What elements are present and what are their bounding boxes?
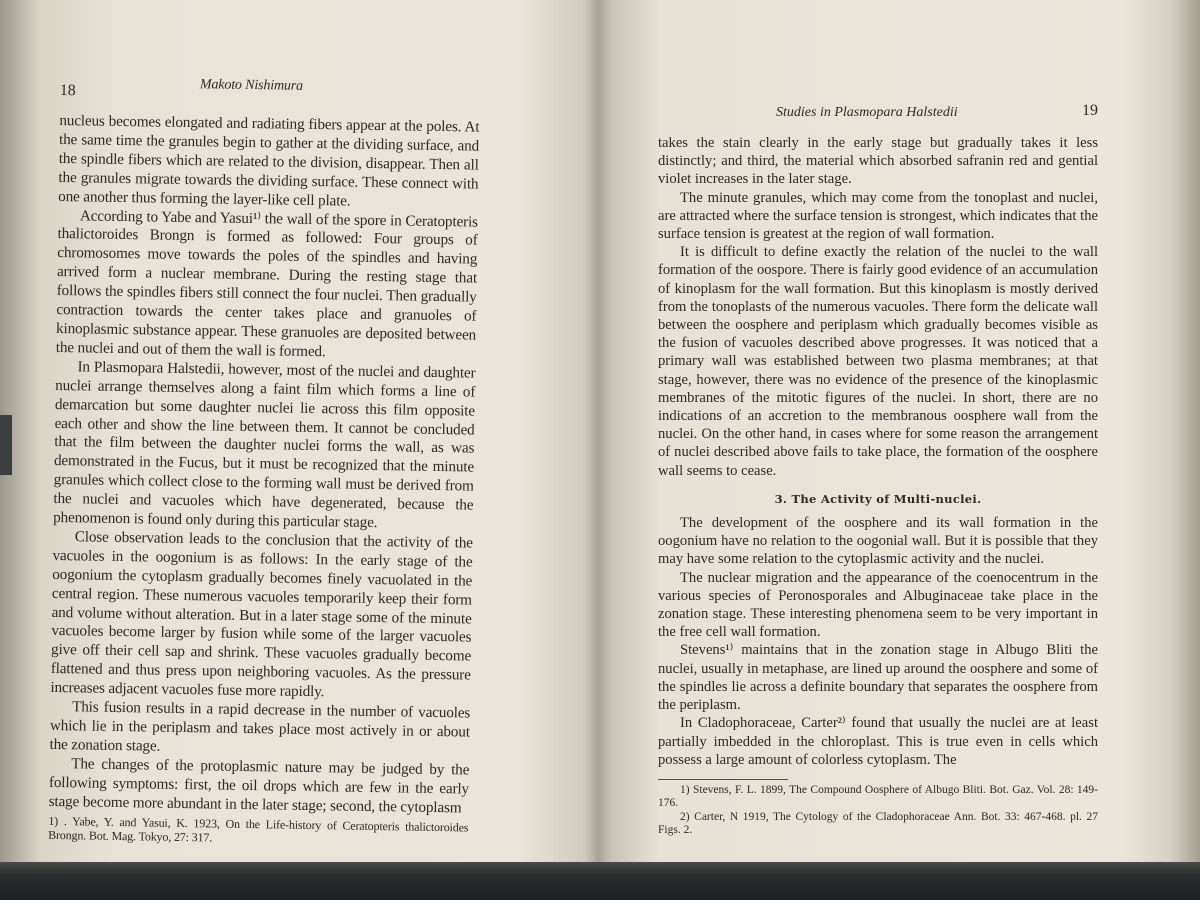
footnote-rule — [658, 779, 788, 780]
right-paragraph: The nuclear migration and the appearance of the coenocentrum in the various species of Peronosporales and Albuginaceae take place in the zonation stage. These interesting phenomena seem to be very important in the free cell wall formation. — [658, 569, 1098, 641]
left-page-number: 18 — [59, 82, 76, 100]
section-heading: 3. The Activity of Multi-nuclei. — [774, 491, 982, 506]
left-running-title: Makoto Nishimura — [199, 77, 304, 94]
right-paragraph: The development of the oosphere and its wall formation in the oogonium have no relation to the oogonial wall. But it is possible that they may have some relation to the cytoplasmic activity and the nuclei. — [658, 515, 1098, 568]
left-paragraph: This fusion results in a rapid decrease in the number of vacuoles which lie in the periplasm and takes place most actively in or about the zonation stage. — [49, 698, 471, 755]
right-footnote: 1) Stevens, F. L. 1899, The Compound Oosphere of Albugo Bliti. Bot. Gaz. Vol. 28: 149-176. — [658, 783, 1098, 810]
left-paragraph: nucleus becomes elongated and radiating fibers appear at the poles. At the same time the granules begin to gather at the dividing surface, and the spindle fibers which are related to the division, disappear. Then all the granules migrate towards the dividing surface. These connect with one another thus forming the layer-like cell plate. — [58, 111, 480, 210]
left-running-head — [59, 77, 480, 113]
left-page — [48, 77, 480, 848]
right-paragraph: It is difficult to define exactly the relation of the nuclei to the wall formation of the oospore. There is fairly good evidence of an accumulation of kinoplasm for the wall formation. But this kinoplasm is mostly derived from the tonoplasts of the numerous vacuoles. There form the delicate wall between the oosphere and periplasm which gradually becomes visible as the fusion of vacuoles described above progresses. It was noticed that a primary wall was established between two plasma membranes; at that stage, however, there was no evidence of the presence of the kinoplasmic membranes of the mitotic figures of the nuclei. In short, there are no indications of an accretion to the membranous oosphere wall from the nuclei. On the other hand, in cases where for some reason the arrangement of nuclei described above fails to take place, the formation of the oosphere wall seems to cease. — [658, 244, 1098, 479]
right-paragraph: The minute granules, which may come from the tonoplast and nuclei, are attracted where the surface tension is strongest, which indicates that the surface tension is greatest at the region of wall formation. — [658, 189, 1098, 243]
right-running-title: Studies in Plasmopara Halstedii — [776, 105, 958, 120]
page-tab-edge — [0, 415, 12, 475]
right-running-head — [658, 104, 1098, 128]
left-paragraph: The changes of the protoplasmic nature may be judged by the following symptoms: first, the oil drops which are few in the early stage become more abundant in the later stage; second, the cytoplasm — [48, 755, 470, 817]
right-paragraph: Stevens¹⁾ maintains that in the zonation stage in Albugo Bliti the nuclei, usually in metaphase, are lined up around the oosphere and some of the spindles lie across a definite boundary that separates the oosphere from the periplasm. — [658, 642, 1098, 714]
right-page-number: 19 — [1082, 102, 1098, 119]
left-paragraph: According to Yabe and Yasui¹⁾ the wall of the spore in Ceratopteris thalictoroides Brongn is formed as followed: Four groups of chromosomes move towards the poles of the spindles and having arrived form a nuclear membrane. During the resting stage that follows the spindles fibers still connect the four nuclei. Then gradually contraction towards the center takes place and granuoles of kinoplasmic substance appear. These granuoles are deposited between the nuclei and out of them the wall is formed. — [55, 206, 478, 361]
right-page — [658, 104, 1098, 838]
right-footnote: 2) Carter, N 1919, The Cytology of the Cladophoraceae Ann. Bot. 33: 467-468. pl. 27 Figs. 2. — [658, 810, 1098, 837]
book-cover-edge — [0, 862, 1200, 900]
left-footnote: 1) . Yabe, Y. and Yasui, K. 1923, On the Life-history of Ceratopteris thalictoroides Brongn. Bot. Mag. Tokyo, 27: 317. — [48, 813, 469, 845]
right-paragraph: In Cladophoraceae, Carter²⁾ found that usually the nuclei are at least partially imbedded in the chloroplast. This is true even in cells which possess a large amount of colorless cytoplasm. The — [658, 715, 1098, 768]
right-paragraph: takes the stain clearly in the early stage but gradually takes it less distinctly; and third, the material which absorbed safranin red and gential violet increases in the later stage. — [658, 135, 1098, 188]
left-paragraph: Close observation leads to the conclusion that the activity of the vacuoles in the oogonium is as follows: In the early stage of the oogonium the cytoplasm gradually becomes finely vacuolated in the central region. These numerous vacuoles temporarily keep their form and volume without alteration. But in a later stage some of the minute vacuoles become larger by fusion while some of the larger vacuoles give off their cell sap and shrink. These vacuoles gradually become flattened and thus press upon neighboring vacuoles. As the pressure increases adjacent vacuoles fuse more rapidly. — [50, 528, 473, 701]
left-paragraph: In Plasmopara Halstedii, however, most of the nuclei and daughter nuclei arrange themselves along a faint film which forms a line of demarcation but some daughter nuclei lie across this film opposite each other and show the line between them. It cannot be concluded that the film between the daughter nuclei forms the wall, as was demonstrated in the Fucus, but it must be recognized that the minute granules which collect close to the forming wall must be derived from the nuclei and vacuoles which have degenerated, because the phenomenon is found only during this particular stage. — [53, 358, 476, 532]
